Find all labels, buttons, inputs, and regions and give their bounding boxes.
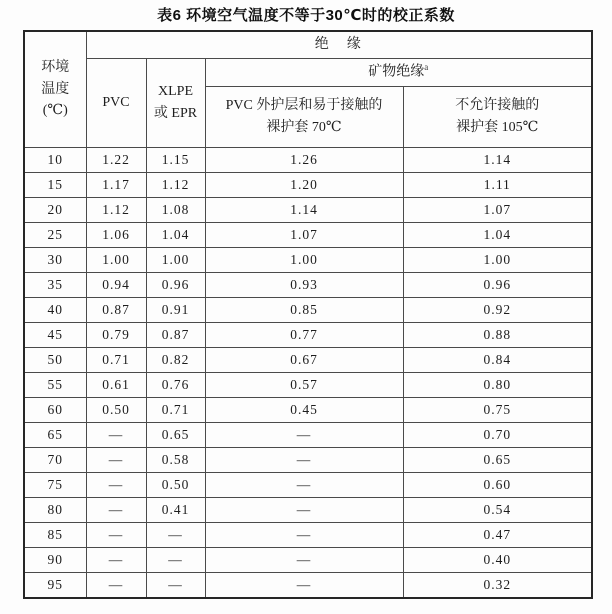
header-xlpe-line2: 或 EPR bbox=[153, 106, 198, 121]
table-row bbox=[24, 423, 592, 448]
value-cell: 0.87 bbox=[86, 298, 146, 323]
value-cell: 1.00 bbox=[205, 248, 403, 273]
table-body bbox=[24, 148, 592, 599]
value-cell: — bbox=[205, 473, 403, 498]
header-mineral-105 bbox=[403, 87, 592, 148]
value-cell: 0.85 bbox=[205, 298, 403, 323]
value-cell: 0.41 bbox=[146, 498, 205, 523]
value-cell: 0.54 bbox=[403, 498, 592, 523]
value-cell: 1.07 bbox=[403, 198, 592, 223]
table-row bbox=[24, 348, 592, 373]
value-cell: 0.76 bbox=[146, 373, 205, 398]
value-cell: 0.88 bbox=[403, 323, 592, 348]
value-cell: 0.92 bbox=[403, 298, 592, 323]
header-mineral-70-line2: 裸护套 70℃ bbox=[266, 120, 342, 135]
value-cell: 1.15 bbox=[146, 148, 205, 173]
header-xlpe-epr bbox=[146, 59, 205, 148]
table-row bbox=[24, 298, 592, 323]
value-cell: 0.57 bbox=[205, 373, 403, 398]
value-cell: — bbox=[205, 448, 403, 473]
mineral-footnote-marker: a bbox=[424, 62, 429, 73]
temp-cell: 70 bbox=[24, 448, 86, 473]
value-cell: 0.50 bbox=[86, 398, 146, 423]
temp-cell: 35 bbox=[24, 273, 86, 298]
value-cell: 0.96 bbox=[403, 273, 592, 298]
value-cell: — bbox=[146, 523, 205, 548]
temp-cell: 10 bbox=[24, 148, 86, 173]
header-insulation: 绝 缘 bbox=[86, 31, 592, 59]
correction-factor-table bbox=[23, 30, 593, 599]
header-mineral-70-line1: PVC 外护层和易于接触的 bbox=[225, 98, 383, 114]
value-cell: 0.65 bbox=[146, 423, 205, 448]
value-cell: 0.77 bbox=[205, 323, 403, 348]
value-cell: — bbox=[205, 573, 403, 599]
value-cell: 1.00 bbox=[86, 248, 146, 273]
value-cell: 0.71 bbox=[146, 398, 205, 423]
temp-cell: 95 bbox=[24, 573, 86, 599]
value-cell: — bbox=[205, 498, 403, 523]
value-cell: 1.04 bbox=[403, 223, 592, 248]
value-cell: 1.20 bbox=[205, 173, 403, 198]
value-cell: — bbox=[86, 498, 146, 523]
header-mineral-70 bbox=[205, 87, 403, 148]
value-cell: 0.94 bbox=[86, 273, 146, 298]
value-cell: — bbox=[205, 523, 403, 548]
table-row bbox=[24, 198, 592, 223]
header-pvc: PVC bbox=[86, 59, 146, 148]
value-cell: — bbox=[146, 548, 205, 573]
table-row bbox=[24, 523, 592, 548]
temp-cell: 80 bbox=[24, 498, 86, 523]
table-row bbox=[24, 373, 592, 398]
value-cell: 1.11 bbox=[403, 173, 592, 198]
value-cell: — bbox=[146, 573, 205, 599]
value-cell: 0.71 bbox=[86, 348, 146, 373]
header-ambient-temp bbox=[24, 31, 86, 148]
table-row bbox=[24, 573, 592, 599]
value-cell: — bbox=[86, 523, 146, 548]
table-row bbox=[24, 398, 592, 423]
value-cell: 0.87 bbox=[146, 323, 205, 348]
temp-cell: 65 bbox=[24, 423, 86, 448]
header-mineral-insulation bbox=[205, 59, 592, 87]
value-cell: 1.14 bbox=[205, 198, 403, 223]
header-ambient-temp-line3: (℃) bbox=[42, 103, 68, 119]
value-cell: — bbox=[205, 548, 403, 573]
temp-cell: 45 bbox=[24, 323, 86, 348]
value-cell: — bbox=[86, 573, 146, 599]
value-cell: — bbox=[86, 473, 146, 498]
temp-cell: 50 bbox=[24, 348, 86, 373]
value-cell: 1.07 bbox=[205, 223, 403, 248]
value-cell: 1.00 bbox=[146, 248, 205, 273]
value-cell: 0.61 bbox=[86, 373, 146, 398]
value-cell: 0.47 bbox=[403, 523, 592, 548]
value-cell: 0.93 bbox=[205, 273, 403, 298]
value-cell: 0.80 bbox=[403, 373, 592, 398]
table-row bbox=[24, 548, 592, 573]
value-cell: 0.50 bbox=[146, 473, 205, 498]
value-cell: 0.75 bbox=[403, 398, 592, 423]
table-row bbox=[24, 148, 592, 173]
value-cell: 0.82 bbox=[146, 348, 205, 373]
table-row bbox=[24, 273, 592, 298]
value-cell: 1.08 bbox=[146, 198, 205, 223]
table-row bbox=[24, 173, 592, 198]
temp-cell: 15 bbox=[24, 173, 86, 198]
table-row bbox=[24, 323, 592, 348]
temp-cell: 20 bbox=[24, 198, 86, 223]
table-row bbox=[24, 498, 592, 523]
value-cell: 1.00 bbox=[403, 248, 592, 273]
value-cell: 0.70 bbox=[403, 423, 592, 448]
table-row bbox=[24, 223, 592, 248]
value-cell: 0.58 bbox=[146, 448, 205, 473]
header-mineral-105-line1: 不允许接触的 bbox=[455, 98, 540, 114]
header-ambient-temp-line2: 温度 bbox=[41, 81, 70, 97]
table-row bbox=[24, 448, 592, 473]
value-cell: — bbox=[86, 548, 146, 573]
header-mineral-label: 矿物绝缘 bbox=[368, 64, 425, 80]
value-cell: 0.32 bbox=[403, 573, 592, 599]
value-cell: 1.12 bbox=[146, 173, 205, 198]
value-cell: 1.22 bbox=[86, 148, 146, 173]
value-cell: 0.60 bbox=[403, 473, 592, 498]
header-ambient-temp-line1: 环境 bbox=[41, 59, 70, 75]
value-cell: 0.67 bbox=[205, 348, 403, 373]
temp-cell: 75 bbox=[24, 473, 86, 498]
value-cell: 0.45 bbox=[205, 398, 403, 423]
table-row bbox=[24, 248, 592, 273]
value-cell: 0.84 bbox=[403, 348, 592, 373]
temp-cell: 25 bbox=[24, 223, 86, 248]
value-cell: 1.12 bbox=[86, 198, 146, 223]
temp-cell: 40 bbox=[24, 298, 86, 323]
table-row bbox=[24, 473, 592, 498]
temp-cell: 60 bbox=[24, 398, 86, 423]
value-cell: 0.91 bbox=[146, 298, 205, 323]
temp-cell: 30 bbox=[24, 248, 86, 273]
temp-cell: 55 bbox=[24, 373, 86, 398]
value-cell: 1.14 bbox=[403, 148, 592, 173]
value-cell: 0.65 bbox=[403, 448, 592, 473]
value-cell: 1.26 bbox=[205, 148, 403, 173]
value-cell: 1.06 bbox=[86, 223, 146, 248]
value-cell: 0.40 bbox=[403, 548, 592, 573]
document-title: 表6 环境空气温度不等于30℃时的校正系数 bbox=[157, 7, 455, 24]
header-mineral-105-line2: 裸护套 105℃ bbox=[456, 120, 539, 135]
temp-cell: 90 bbox=[24, 548, 86, 573]
value-cell: — bbox=[86, 448, 146, 473]
value-cell: 1.17 bbox=[86, 173, 146, 198]
value-cell: 1.04 bbox=[146, 223, 205, 248]
value-cell: 0.96 bbox=[146, 273, 205, 298]
value-cell: 0.79 bbox=[86, 323, 146, 348]
value-cell: — bbox=[205, 423, 403, 448]
header-xlpe-line1: XLPE bbox=[158, 84, 193, 100]
temp-cell: 85 bbox=[24, 523, 86, 548]
value-cell: — bbox=[86, 423, 146, 448]
